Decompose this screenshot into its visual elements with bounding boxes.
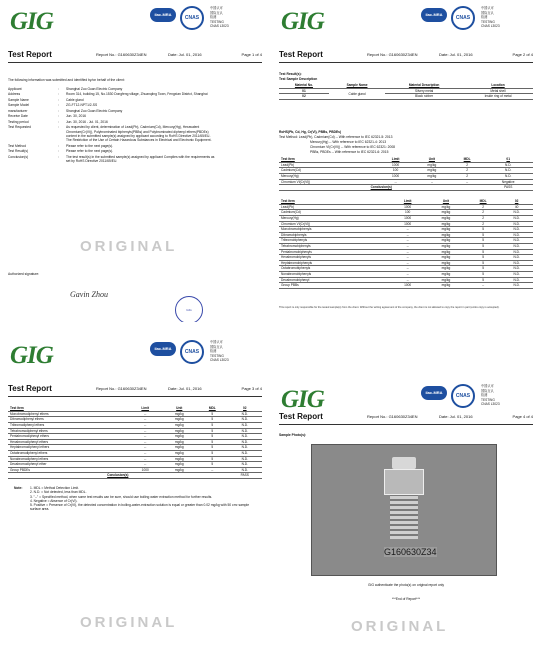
table-row: Cadmium(Cd) 100 mg/kg 2 N.D. xyxy=(279,210,533,216)
report-number: Report No.: G160630Z34EN xyxy=(96,386,147,391)
cable-gland-image xyxy=(384,457,424,543)
header-rule xyxy=(279,424,533,425)
gig-logo: GIG xyxy=(281,8,324,35)
table-row: Hexabromobiphenyls -- mg/kg 5 N.D. xyxy=(279,255,533,261)
table-row: Nonabromobiphenyls -- mg/kg 5 N.D. xyxy=(279,271,533,277)
sample-description-table: Material No. Sample Name Material Description Location 01 Cable gland Silvery metal Metal shell 02 Black rubber Inside ring of metal xyxy=(279,83,533,100)
notes-list xyxy=(30,486,250,512)
table-row: Decabromodiphenyl ether -- mg/kg 5 N.D. xyxy=(8,462,262,468)
ilac-mra-logo: ilac-MRA xyxy=(150,8,176,22)
page-number: Page 2 of 4 xyxy=(512,52,533,57)
report-title: Test Report xyxy=(8,384,52,393)
sample-photo-title: Sample Photo(s): xyxy=(279,433,307,437)
footer-disclaimer: This report is only responsible for the tested sample(s) from the client. Without the writing agreement of the company, the client is not allowed to copy the report in part (entire copy is accepted). xyxy=(279,306,500,309)
report-number: Report No.: G160630Z34EN xyxy=(367,52,418,57)
table-row: Lead(Pb) 1000 mg/kg 2 40 xyxy=(279,204,533,210)
accreditation-text: 中国认可 国际互认 检测 TESTING CNAS L3023 xyxy=(481,6,500,28)
ilac-mra-logo: ilac-MRA xyxy=(150,342,176,356)
end-of-report: ***End of Report*** xyxy=(391,597,421,601)
results-table-01: Test item Limit Unit MDL 01 Lead(Pb) 1000 mg/kg 2 N.D. Cadmium(Cd) 100 mg/kg 2 N.D. Mercury(Hg) 1000 mg/kg 2 N.D. Chromium VI(Cr(VI)) -- -- -- Negative Conclusion(s) PASS xyxy=(279,157,533,191)
sample-photo xyxy=(311,444,497,576)
original-watermark: ORIGINAL xyxy=(80,614,178,631)
table-row: Hexabromodiphenyl ethers -- mg/kg 5 N.D. xyxy=(8,439,262,445)
table-row: Monobromodiphenyl ethers -- mg/kg 5 N.D. xyxy=(8,411,262,417)
info-row: Applicant : Shanghai Zuo Guan Electric Company xyxy=(8,87,123,91)
report-page-1 xyxy=(0,0,268,322)
note-item: 1. MDL = Method Detection Limit. xyxy=(30,486,79,490)
original-watermark: ORIGINAL xyxy=(80,238,178,255)
table-row: Pentabromodiphenyl ethers -- mg/kg 5 N.D. xyxy=(8,434,262,440)
info-row: Receive Date : Jun. 30, 2016 xyxy=(8,114,86,119)
accreditation-text: 中国认可 国际互认 检测 TESTING CNAS L3023 xyxy=(481,384,500,406)
note-item: 3. "--" = Specified method, when some test results can be sure, should use boiling water extraction method for further results. xyxy=(30,494,213,499)
cnas-logo: CNAS xyxy=(451,6,475,30)
results-title: Test Result(s): xyxy=(279,72,302,76)
note-label: Note: xyxy=(14,486,23,490)
info-row: Test Method : Please refer to the next page(s). xyxy=(8,143,114,148)
report-header xyxy=(279,412,533,422)
report-number: Report No.: G160630Z34EN xyxy=(367,414,418,419)
table-row: Cadmium(Cd) 100 mg/kg 2 N.D. xyxy=(279,168,533,174)
table-row: Mercury(Hg) 1000 mg/kg 2 N.D. xyxy=(279,173,533,179)
accreditation-text: 中国认可 国际互认 检测 TESTING CNAS L3023 xyxy=(210,340,229,362)
report-page-3 xyxy=(0,326,268,648)
conclusion-row: Conclusion(s) PASS xyxy=(279,185,533,191)
results-table-02: Test item Limit Unit MDL 02 Lead(Pb) 1000 mg/kg 2 40 Cadmium(Cd) 100 mg/kg 2 N.D. Mercury(Hg) 1000 mg/kg 2 N.D. Chromium VI(Cr(VI)) 1000 mg/kg 2 N.D. Monobromobiphenyls -- mg/kg 5 N.D. Dibromobiphenyls -- mg/kg 5 N.D. Tribromobiphenyls -- mg/kg 5 N.D. Tetrabromobiphenyls -- mg/kg 5 N.D. Pentabromobiphenyls -- mg/kg 5 N.D. Hexabromobiphenyls -- mg/kg 5 N.D. Heptabromobiphenyls -- mg/kg 5 N.D. Octabromobiphenyls -- mg/kg 5 N.D. Nonabromobiphenyls -- mg/kg 5 N.D. Decabromobiphenyl -- mg/kg 5 N.D. Group PBBs 1000 mg/kg -- N.D. xyxy=(279,199,533,289)
table-row: Tetrabromodiphenyl ethers -- mg/kg 5 N.D. xyxy=(8,428,262,434)
info-row: Address : Room 314, building 15, No.1530 Dongfeng village, Zhuanqiing Town, Fengxian District, Shanghai xyxy=(8,92,208,97)
method-line: Chromium VI(Cr(VI)) -- With reference to IEC 62321: 2008 xyxy=(310,145,396,149)
authorized-signature-label: Authorized signature: xyxy=(8,272,40,276)
company-seal: GIG xyxy=(175,296,203,322)
report-header xyxy=(8,50,262,60)
table-row: Decabromobiphenyl -- mg/kg 5 N.D. xyxy=(279,277,533,283)
info-row: Testing period : Jun. 30, 2016 - Jul. 01, 2016 xyxy=(8,119,108,124)
table-row: Group PBDEs 1000 mg/kg -- N.D. xyxy=(8,467,262,473)
report-date: Date: Jul. 01, 2016 xyxy=(168,52,202,57)
note-item: 4. Negative = Absence of Cr(VI). xyxy=(30,498,78,503)
table-row: Octabromobiphenyls -- mg/kg 5 N.D. xyxy=(279,266,533,272)
sample-info xyxy=(8,87,262,165)
report-title: Test Report xyxy=(279,50,323,59)
info-row: Test Requested : As requested by client, determination of Lead(Pb), Cadmium(Cd), Mercury(Hg), Hexavalent Chromium(Cr(VI)), Polybrominated biphenyls(PBBs) and Polybrominated diphenyl ethers(PBDEs) content in the submitted sample(s) assigned by applicant according to RoHS Directive 2011/65/EU-The Restriction of the Use of Certain Hazardous Substances in Electrical and Electronic Equipment. xyxy=(8,125,212,143)
table-row: Group PBBs 1000 mg/kg -- N.D. xyxy=(279,283,533,289)
report-title: Test Report xyxy=(8,50,52,59)
info-row: Sample Name : Cable gland xyxy=(8,97,84,102)
accreditation-text: 中国认可 国际互认 检测 TESTING CNAS L3023 xyxy=(210,6,229,28)
ilac-mra-logo: ilac-MRA xyxy=(421,8,447,22)
table-row: Heptabromodiphenyl ethers -- mg/kg 5 N.D. xyxy=(8,445,262,451)
report-date: Date: Jul. 01, 2016 xyxy=(439,414,473,419)
table-row: Dibromodiphenyl ethers -- mg/kg 5 N.D. xyxy=(8,417,262,423)
header-rule xyxy=(8,62,262,63)
header-rule xyxy=(8,396,262,397)
page-number: Page 3 of 4 xyxy=(241,386,262,391)
report-date: Date: Jul. 01, 2016 xyxy=(439,52,473,57)
note-item: 2. N.D. = Not detected, less than MDL. xyxy=(30,490,87,495)
page-number: Page 1 of 4 xyxy=(241,52,262,57)
gig-logo: GIG xyxy=(10,8,53,35)
table-row: Chromium VI(Cr(VI)) 1000 mg/kg 2 N.D. xyxy=(279,221,533,227)
table-row: Nonabromodiphenyl ethers -- mg/kg 5 N.D. xyxy=(8,456,262,462)
table-row: Chromium VI(Cr(VI)) -- -- -- Negative xyxy=(279,179,533,185)
method-line: Mercury(Hg) -- With reference to IEC 62321-4: 2013 xyxy=(310,140,387,144)
ilac-mra-logo: ilac-MRA xyxy=(421,386,447,400)
intro-text: The following information was submitted and identified by/on behalf of the client: xyxy=(8,78,125,82)
cnas-logo: CNAS xyxy=(180,340,204,364)
gig-logo: GIG xyxy=(10,342,53,369)
table-row: Dibromobiphenyls -- mg/kg 5 N.D. xyxy=(279,232,533,238)
report-number: Report No.: G160630Z34EN xyxy=(96,52,147,57)
cnas-logo: CNAS xyxy=(451,384,475,408)
table-row: Monobromobiphenyls -- mg/kg 5 N.D. xyxy=(279,227,533,233)
table-row: 02 Black rubber Inside ring of metal xyxy=(279,94,533,100)
method-line: PBBs, PBDEs -- With reference to IEC 62321-6: 2015 xyxy=(310,150,389,154)
original-watermark: ORIGINAL xyxy=(351,618,449,635)
table-row: Heptabromobiphenyls -- mg/kg 5 N.D. xyxy=(279,260,533,266)
report-header xyxy=(8,384,262,394)
photo-caption: GIG authenticate the photo(s) on original report only xyxy=(367,583,445,587)
report-header xyxy=(279,50,533,60)
gig-logo: GIG xyxy=(281,386,324,413)
report-title: Test Report xyxy=(279,412,323,421)
info-row: manufacturer : Shanghai Zuo Guan Electric Company xyxy=(8,108,123,113)
method-title: RoHS(Pb, Cd, Hg, Cr(VI), PBBs, PBDEs) xyxy=(279,130,342,134)
conclusion-row: Conclusion(s) PASS xyxy=(8,473,262,479)
results-table-pbdes: Test item Limit Unit MDL 02 Monobromodiphenyl ethers -- mg/kg 5 N.D. Dibromodiphenyl ethers -- mg/kg 5 N.D. Tribromodiphenyl ethers -- mg/kg 5 N.D. Tetrabromodiphenyl ethers -- mg/kg 5 N.D. Pentabromodiphenyl ethers -- mg/kg 5 N.D. Hexabromodiphenyl ethers -- mg/kg 5 N.D. Heptabromodiphenyl ethers -- mg/kg 5 N.D. Octabromodiphenyl ethers -- mg/kg 5 N.D. Nonabromodiphenyl ethers -- mg/kg 5 N.D. Decabromodiphenyl ether -- mg/kg 5 N.D. Group PBDEs 1000 mg/kg -- N.D. Conclusion(s) PASS xyxy=(8,406,262,479)
table-row: Tetrabromobiphenyls -- mg/kg 5 N.D. xyxy=(279,243,533,249)
info-row: Conclusion(s) : The test result(s) in the submitted sample(s) assigned by applicant Complies with the requirements as set by RoHS Directive 2011/65/EU. xyxy=(8,154,215,164)
cnas-logo: CNAS xyxy=(180,6,204,30)
report-page-2 xyxy=(271,0,539,322)
signature: Gavin Zhou xyxy=(70,290,108,299)
page-number: Page 4 of 4 xyxy=(512,414,533,419)
report-date: Date: Jul. 01, 2016 xyxy=(168,386,202,391)
table-row: Tribromodiphenyl ethers -- mg/kg 5 N.D. xyxy=(8,422,262,428)
table-row: Tribromobiphenyls -- mg/kg 5 N.D. xyxy=(279,238,533,244)
report-page-4 xyxy=(271,326,539,648)
table-row: 01 Cable gland Silvery metal Metal shell xyxy=(279,88,533,94)
note-item: 5. Positive = Presence of Cr(VI), the detected concentration in boiling-water-extraction solution is equal or greater than 0.02 mg/kg with 50 cm² sample surface area. xyxy=(30,503,250,512)
table-row: Mercury(Hg) 1000 mg/kg 2 N.D. xyxy=(279,215,533,221)
info-row: Test Result(s) : Please refer to the next page(s). xyxy=(8,149,114,154)
table-row: Octabromodiphenyl ethers -- mg/kg 5 N.D. xyxy=(8,450,262,456)
header-rule xyxy=(279,62,533,63)
sample-description-title: Test Sample Description xyxy=(279,77,318,81)
photo-sample-label: G160630Z34 xyxy=(384,547,437,557)
table-row: Lead(Pb) 1000 mg/kg 2 N.D. xyxy=(279,162,533,168)
info-row: Sample Model : ZG-FT12-NPT1/2-SS xyxy=(8,103,98,108)
table-row: Pentabromobiphenyls -- mg/kg 5 N.D. xyxy=(279,249,533,255)
method-line: Test Method: Lead(Pb), Cadmium(Cd) -- With reference to IEC 62321-5: 2013 xyxy=(279,135,393,139)
